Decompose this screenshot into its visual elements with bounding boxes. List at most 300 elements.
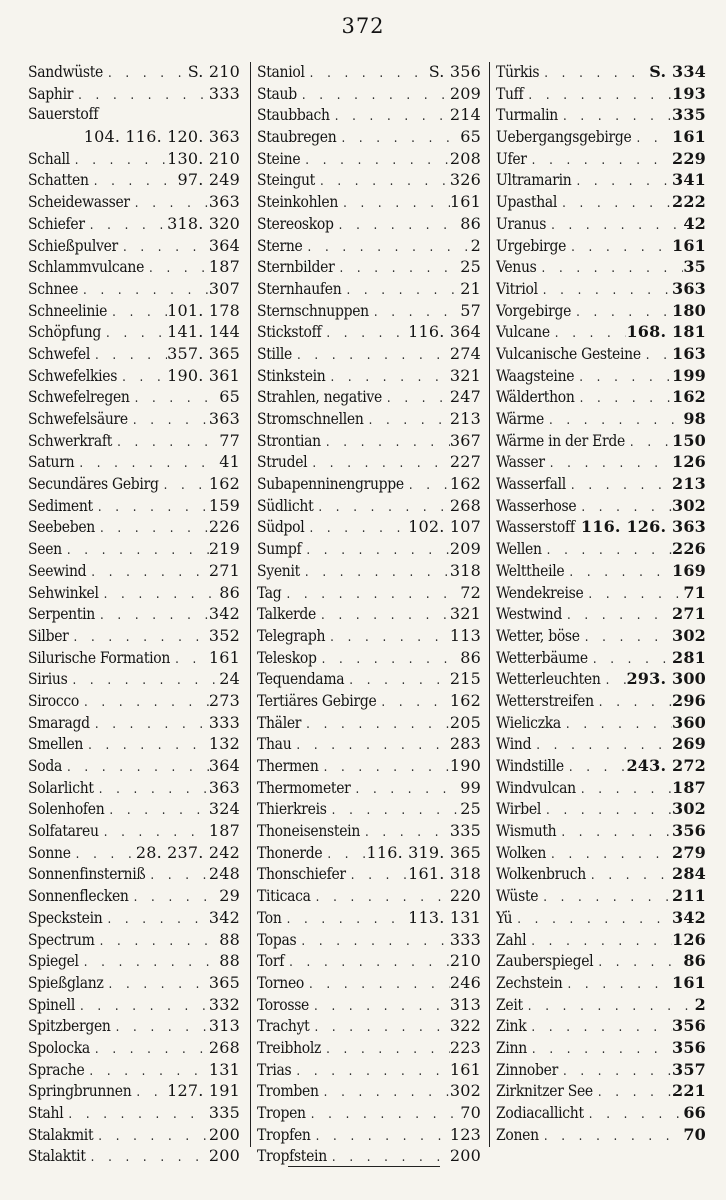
index-entry — [257, 452, 481, 474]
index-entry — [257, 517, 481, 539]
index-term: Stickstoff — [257, 323, 322, 342]
dot-leader — [118, 240, 209, 255]
page-references: 363 — [672, 278, 706, 298]
dot-leader — [544, 413, 683, 428]
index-term: Zonen — [496, 1125, 539, 1144]
dot-leader — [531, 738, 672, 753]
page-references: 247 — [449, 387, 481, 407]
dot-leader — [130, 196, 209, 211]
dot-leader — [86, 1150, 209, 1165]
page-references: 364 — [208, 235, 240, 255]
dot-leader — [523, 88, 672, 103]
page-number: 372 — [341, 14, 385, 38]
index-entry — [496, 1060, 706, 1082]
dot-leader — [307, 456, 450, 471]
index-term: Vulcane — [496, 323, 550, 342]
page-references: 342 — [208, 907, 240, 927]
page-references: 357. 365 — [167, 343, 240, 363]
index-term: Waagsteine — [496, 366, 575, 385]
index-term: Uranus — [496, 214, 547, 233]
dot-leader — [526, 1020, 672, 1035]
index-entry — [28, 301, 240, 323]
index-entry — [257, 756, 481, 778]
dot-leader — [588, 652, 672, 667]
index-entry — [257, 409, 481, 431]
dot-leader — [83, 738, 209, 753]
index-entry — [496, 322, 706, 344]
index-term: Wind — [496, 735, 532, 754]
dot-leader — [523, 999, 695, 1014]
dot-leader — [341, 283, 460, 298]
dot-leader — [67, 673, 219, 688]
index-term: Stahl — [28, 1104, 64, 1122]
page-references: 86 — [460, 647, 481, 667]
dot-leader — [112, 435, 219, 450]
page-references: 318 — [449, 560, 481, 580]
index-entry — [28, 799, 240, 821]
index-term: Wälderthon — [496, 388, 575, 407]
index-term: Telegraph — [257, 626, 326, 645]
page-references: 246 — [449, 972, 481, 992]
index-term: Tropfstein — [257, 1147, 327, 1166]
index-entry — [496, 1038, 706, 1060]
index-entry — [28, 344, 240, 366]
index-columns — [28, 62, 706, 1166]
index-entry — [496, 257, 706, 279]
dot-leader — [284, 955, 450, 970]
index-term: Venus — [496, 258, 537, 277]
dot-leader — [593, 1085, 672, 1100]
dot-leader — [319, 760, 450, 775]
index-term: Scheidewasser — [28, 193, 130, 212]
index-term: Wismuth — [496, 822, 557, 841]
page-references: 279 — [672, 842, 706, 862]
index-entry — [257, 583, 481, 605]
index-entry — [496, 149, 706, 171]
page-references: 162 — [449, 474, 481, 494]
index-entry — [496, 908, 706, 930]
index-entry — [496, 105, 706, 127]
dot-leader — [564, 565, 672, 580]
index-term: Upasthal — [496, 193, 558, 212]
index-entry — [28, 387, 240, 409]
dot-leader — [631, 131, 672, 146]
page-references: 243. 272 — [626, 756, 706, 775]
index-term: Zahl — [496, 930, 527, 949]
dot-leader — [74, 456, 219, 471]
index-entry — [496, 691, 706, 713]
page-references: 161 — [672, 127, 706, 147]
index-term: Sonnenfinsterniß — [28, 865, 146, 884]
page-references: 77 — [219, 430, 240, 450]
page-references: 215 — [449, 669, 481, 689]
dot-leader — [325, 370, 449, 385]
dot-leader — [90, 348, 167, 363]
page-references: 283 — [449, 734, 481, 754]
index-entry — [28, 713, 240, 735]
index-term: Steinkohlen — [257, 193, 339, 212]
index-term: Wasserstoff — [496, 518, 575, 537]
page-references: 210 — [449, 951, 481, 971]
index-entry — [496, 496, 706, 518]
index-term: Speckstein — [28, 908, 103, 927]
dot-leader — [104, 977, 209, 992]
dot-leader — [574, 370, 672, 385]
index-term: Staubbach — [257, 106, 330, 125]
index-entry — [496, 583, 706, 605]
dot-leader — [527, 1042, 672, 1057]
index-term: Serpentin — [28, 605, 95, 624]
page-references: 99 — [460, 777, 481, 797]
dot-leader — [336, 131, 460, 146]
page-references: 29 — [219, 886, 240, 906]
index-entry — [28, 908, 240, 930]
index-entry — [496, 1016, 706, 1038]
dot-leader — [538, 890, 672, 905]
index-entry — [28, 474, 240, 496]
dot-leader — [131, 1085, 167, 1100]
index-term: Wärme in der Erde — [496, 431, 625, 450]
index-term: Wetter, böse — [496, 626, 580, 645]
index-term: Südlicht — [257, 496, 314, 515]
dot-leader — [159, 478, 209, 493]
index-term: Solenhofen — [28, 800, 105, 819]
dot-leader — [70, 153, 167, 168]
index-term: Teleskop — [257, 648, 317, 667]
index-term: Schießpulver — [28, 236, 118, 255]
page-references: 104. 116. 120. 363 — [83, 127, 240, 147]
dot-leader — [526, 934, 672, 949]
dot-leader — [95, 934, 220, 949]
dot-leader — [170, 652, 209, 667]
index-column-2 — [250, 62, 489, 1166]
page-references: 161 — [672, 972, 706, 992]
page-references: 307 — [208, 278, 240, 298]
dot-leader — [102, 912, 208, 927]
index-term: Spiegel — [28, 952, 79, 971]
dot-leader — [586, 868, 672, 883]
page-references: 273 — [208, 690, 240, 710]
page-references: 222 — [672, 192, 706, 212]
index-term: Vorgebirge — [496, 301, 572, 320]
dot-leader — [562, 608, 672, 623]
dot-leader — [334, 218, 461, 233]
index-entry — [28, 1060, 240, 1082]
index-entry — [496, 626, 706, 648]
dot-leader — [561, 717, 672, 732]
page-references: 161 — [449, 1059, 481, 1079]
page-references: 86 — [460, 213, 481, 233]
dot-leader — [369, 305, 460, 320]
page-references: S. 356 — [428, 62, 481, 81]
page-references: 41 — [219, 452, 240, 472]
page-references: 97. 249 — [177, 170, 240, 190]
index-term: Vulcanische Gesteine — [496, 344, 641, 363]
index-term: Saturn — [28, 453, 75, 472]
index-term: Strontian — [257, 431, 321, 450]
dot-leader — [86, 565, 209, 580]
index-entry — [28, 604, 240, 626]
dot-leader — [571, 305, 672, 320]
index-term: Zink — [496, 1017, 527, 1036]
dot-leader — [327, 1150, 450, 1165]
page-references: 333 — [449, 929, 481, 949]
dot-leader — [546, 218, 683, 233]
dot-leader — [360, 825, 450, 840]
page-references: 200 — [208, 1124, 240, 1144]
dot-leader — [601, 673, 627, 688]
index-entry — [257, 192, 481, 214]
index-term: Tertiäres Gebirge — [257, 691, 377, 710]
page-references: 281 — [672, 647, 706, 667]
page-references: 335 — [449, 821, 481, 841]
dot-leader — [69, 630, 209, 645]
dot-leader — [346, 868, 408, 883]
index-term: Sandwüste — [28, 63, 103, 81]
index-entry — [496, 84, 706, 106]
page-references: 98 — [683, 409, 706, 428]
page-references: 193 — [672, 83, 706, 103]
index-term: Vitriol — [496, 279, 538, 298]
page-references: 131 — [208, 1059, 240, 1079]
dot-leader — [296, 934, 449, 949]
index-entry — [28, 734, 240, 756]
index-entry — [496, 1081, 706, 1103]
dot-leader — [562, 977, 672, 992]
index-entry — [257, 496, 481, 518]
index-entry — [496, 995, 706, 1017]
index-entry — [28, 930, 240, 952]
dot-leader — [71, 847, 136, 862]
index-term: Topas — [257, 930, 297, 949]
dot-leader — [62, 760, 209, 775]
page-references: 284 — [672, 864, 706, 884]
index-term: Steingut — [257, 171, 315, 190]
page-references: 132 — [208, 734, 240, 754]
dot-leader — [330, 109, 450, 124]
index-entry — [28, 452, 240, 474]
index-term: Zinnober — [496, 1060, 558, 1079]
index-entry — [496, 301, 706, 323]
page-references: 326 — [449, 170, 481, 190]
index-term: Springbrunnen — [28, 1082, 132, 1101]
page-references: 113 — [449, 625, 481, 645]
page-references: 333 — [208, 83, 240, 103]
dot-leader — [527, 153, 672, 168]
page-references: 209 — [449, 539, 481, 559]
index-entry — [257, 604, 481, 626]
index-entry — [496, 756, 706, 778]
index-term: Zechstein — [496, 973, 563, 992]
dot-leader — [95, 608, 209, 623]
index-term: Sirocco — [28, 691, 79, 710]
index-entry — [496, 886, 706, 908]
index-entry — [28, 170, 240, 192]
page-references: 293. 300 — [626, 669, 706, 689]
index-term: Torf — [257, 952, 285, 971]
index-term: Tropen — [257, 1104, 306, 1122]
page-references: 364 — [208, 756, 240, 775]
dot-leader — [344, 673, 450, 688]
page-references: 161 — [208, 647, 240, 667]
index-entry — [28, 517, 240, 539]
dot-leader — [537, 261, 684, 276]
dot-leader — [566, 240, 672, 255]
page-references: 101. 178 — [167, 300, 240, 320]
page-references: 187 — [672, 777, 706, 797]
page-references: 116. 319. 365 — [366, 842, 481, 862]
page-references: 356 — [672, 821, 706, 841]
index-entry — [28, 561, 240, 583]
index-column-1 — [28, 62, 250, 1166]
index-entry — [257, 626, 481, 648]
dot-leader — [593, 955, 683, 970]
index-term: Wasserhose — [496, 496, 577, 515]
dot-leader — [79, 695, 209, 710]
dot-leader — [325, 630, 450, 645]
dot-leader — [129, 890, 220, 905]
index-term: Wellen — [496, 540, 542, 559]
dot-leader — [512, 912, 672, 927]
index-entry — [28, 257, 240, 279]
index-entry — [28, 236, 240, 258]
index-term: Sehwinkel — [28, 583, 99, 602]
index-entry — [257, 648, 481, 670]
index-term: Soda — [28, 757, 62, 775]
page-references: 352 — [208, 625, 240, 645]
dot-leader — [538, 283, 672, 298]
index-term: Sumpf — [257, 540, 302, 559]
index-term: Spolocka — [28, 1038, 90, 1057]
index-entry — [257, 170, 481, 192]
index-term: Ton — [257, 908, 282, 927]
index-entry — [257, 951, 481, 973]
index-entry — [496, 734, 706, 756]
page-references: S. 334 — [649, 62, 706, 81]
page-references: 219 — [208, 539, 240, 559]
page-references: 127. 191 — [167, 1081, 240, 1101]
dot-leader — [364, 413, 450, 428]
index-entry — [257, 930, 481, 952]
page-references: 213 — [672, 474, 706, 494]
index-entry — [28, 843, 240, 865]
index-term: Schatten — [28, 171, 89, 190]
index-entry — [496, 604, 706, 626]
index-term: Solfatareu — [28, 822, 99, 841]
index-term: Sterne — [257, 236, 303, 255]
dot-leader — [93, 1129, 209, 1144]
index-entry — [496, 821, 706, 843]
index-entry — [28, 1081, 240, 1103]
page-references: 214 — [449, 105, 481, 125]
dot-leader — [306, 1107, 461, 1122]
index-term: Thau — [257, 735, 292, 754]
index-entry — [28, 366, 240, 388]
dot-leader — [99, 587, 220, 602]
page-references: 324 — [208, 799, 240, 819]
index-term: Silber — [28, 626, 69, 645]
index-term: Staubregen — [257, 128, 337, 147]
page-references: 25 — [460, 799, 481, 819]
page-references: 302 — [672, 625, 706, 645]
page-references: 221 — [672, 1081, 706, 1101]
page-references: 356 — [672, 1037, 706, 1057]
index-term: Welttheile — [496, 561, 565, 580]
index-entry — [496, 214, 706, 236]
dot-leader — [583, 587, 683, 602]
dot-leader — [541, 803, 672, 818]
index-entry — [257, 344, 481, 366]
index-term: Wendekreise — [496, 583, 584, 602]
index-term: Sternbilder — [257, 258, 335, 277]
index-term: Wetterstreifen — [496, 691, 594, 710]
index-term: Seebeben — [28, 518, 95, 537]
index-term: Turmalin — [496, 106, 558, 125]
index-entry — [257, 908, 481, 930]
index-term: Schall — [28, 149, 70, 168]
page-references: 322 — [449, 1016, 481, 1036]
index-term: Wieliczka — [496, 713, 561, 732]
index-term: Syenit — [257, 561, 300, 580]
dot-leader — [63, 1107, 208, 1122]
dot-leader — [321, 435, 450, 450]
index-term: Thierkreis — [257, 800, 327, 819]
index-term: Wirbel — [496, 800, 542, 819]
page-references: 226 — [672, 539, 706, 559]
index-entry — [28, 973, 240, 995]
dot-leader — [291, 738, 449, 753]
index-term: Torosse — [257, 995, 310, 1014]
page-references: 187 — [208, 821, 240, 841]
dot-leader — [321, 1042, 450, 1057]
page-references: 248 — [208, 864, 240, 884]
dot-leader — [107, 305, 167, 320]
page-references: 223 — [449, 1037, 481, 1057]
dot-leader — [297, 88, 450, 103]
index-entry — [496, 127, 706, 149]
dot-leader — [281, 587, 460, 602]
page-references: 113. 131 — [408, 907, 481, 927]
index-term: Strudel — [257, 453, 308, 472]
page-references: 123 — [449, 1124, 481, 1144]
dot-leader — [376, 695, 449, 710]
page-references: 268 — [449, 495, 481, 515]
dot-leader — [351, 782, 461, 797]
dot-leader — [79, 955, 220, 970]
index-term: Westwind — [496, 605, 562, 624]
page-references: 116. 126. 363 — [580, 517, 706, 537]
page-references: 268 — [208, 1037, 240, 1057]
index-entry — [28, 583, 240, 605]
dot-leader — [319, 1085, 450, 1100]
page-references: 66 — [683, 1103, 706, 1122]
page-references: 71 — [683, 582, 706, 602]
page-references: 227 — [449, 452, 481, 472]
index-entry — [496, 843, 706, 865]
dot-leader — [282, 912, 409, 927]
dot-leader — [130, 391, 220, 406]
page-references: 162 — [449, 690, 481, 710]
index-term: Sternschnuppen — [257, 301, 369, 320]
index-entry — [496, 669, 706, 691]
dot-leader — [292, 348, 450, 363]
index-entry — [257, 864, 481, 886]
index-entry — [496, 1103, 706, 1125]
index-term: Uebergangsgebirge — [496, 128, 632, 147]
index-term: Schwerkraft — [28, 431, 113, 450]
index-term: Sternhaufen — [257, 279, 342, 298]
index-term: Schöpfung — [28, 323, 102, 342]
